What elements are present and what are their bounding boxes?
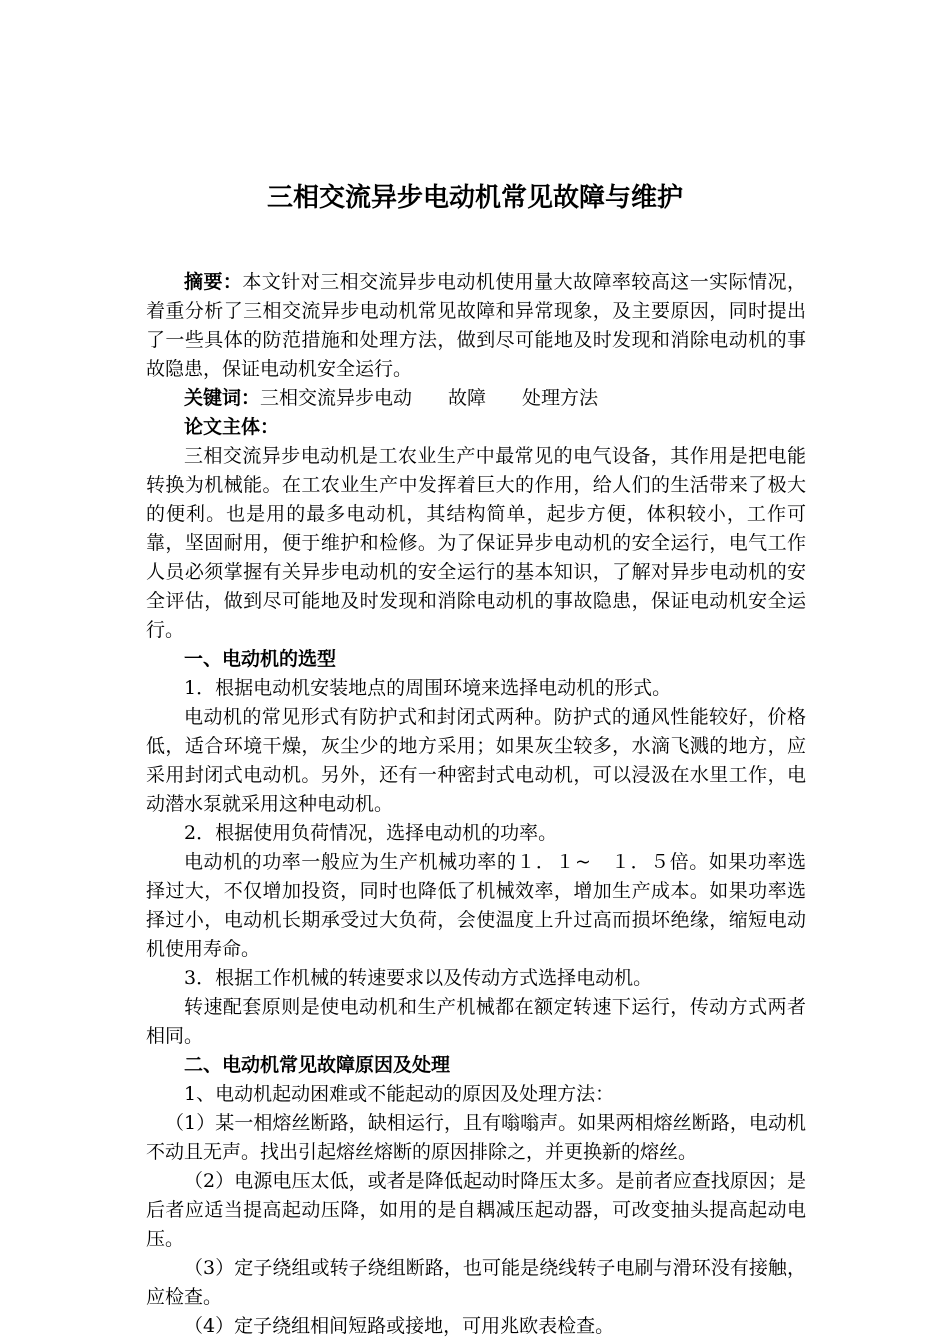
keywords-paragraph	[146, 384, 806, 413]
abstract-label: 摘要：	[184, 271, 243, 293]
document-body	[146, 268, 806, 1341]
abstract-text: 本文针对三相交流异步电动机使用量大故障率较高这一实际情况，着重分析了三相交流异步电动机常见故障和异常现象，及主要原因，同时提出了一些具体的防范措施和处理方法，做到尽可能地及时发现和消除电动机的事故隐患，保证电动机安全运行。	[146, 271, 806, 380]
section-paragraph: 电动机的功率一般应为生产机械功率的１．１~ １．５倍。如果功率选择过大，不仅增加投资，同时也降低了机械效率，增加生产成本。如果功率选择过小，电动机长期承受过大负荷，会使温度上升过高而损坏绝缘，缩短电动机使用寿命。	[146, 851, 806, 960]
section-heading: 二、电动机常见故障原因及处理	[184, 1054, 451, 1076]
keyword-item: 三相交流异步电动	[260, 387, 413, 409]
section-paragraph: 3．根据工作机械的转速要求以及传动方式选择电动机。	[184, 967, 653, 989]
abstract-paragraph	[146, 268, 806, 384]
section-paragraph: （2）电源电压太低，或者是降低起动时降压太多。是前者应查找原因；是后者应适当提高起动压降，如用的是自耦减压起动器，可改变抽头提高起动电压。	[146, 1170, 806, 1250]
document-title: 三相交流异步电动机常见故障与维护	[266, 183, 683, 213]
section-paragraph: 2．根据使用负荷情况，选择电动机的功率。	[184, 822, 558, 844]
section-paragraph: （1）某一相熔丝断路，缺相运行，且有嗡嗡声。如果两相熔丝断路，电动机不动且无声。找出引起熔丝熔断的原因排除之，并更换新的熔丝。	[146, 1112, 806, 1163]
section-paragraph: （3）定子绕组或转子绕组断路，也可能是绕线转子电刷与滑环没有接触，应检查。	[146, 1257, 806, 1308]
section-paragraph: 1．根据电动机安装地点的周围环境来选择电动机的形式。	[184, 677, 672, 699]
intro-paragraph: 三相交流异步电动机是工农业生产中最常见的电气设备，其作用是把电能转换为机械能。在工农业生产中发挥着巨大的作用，给人们的生活带来了极大的便利。也是用的最多电动机，其结构简单，起步方便，体积较小，工作可靠，坚固耐用，便于维护和检修。为了保证异步电动机的安全运行，电气工作人员必须掌握有关异步电动机的安全运行的基本知识，了解对异步电动机的安全评估，做到尽可能地及时发现和消除电动机的事故隐患，保证电动机安全运行。	[146, 445, 806, 641]
section-paragraph: 转速配套原则是使电动机和生产机械都在额定转速下运行，传动方式两者相同。	[146, 996, 806, 1047]
body-label: 论文主体：	[184, 416, 280, 438]
section-paragraph: 1、电动机起动困难或不能起动的原因及处理方法：	[184, 1083, 615, 1105]
section-heading: 一、电动机的选型	[184, 648, 337, 670]
keyword-item: 处理方法	[522, 387, 599, 409]
keywords-label: 关键词：	[184, 387, 261, 409]
section-paragraph: 电动机的常见形式有防护式和封闭式两种。防护式的通风性能较好，价格低，适合环境干燥，灰尘少的地方采用；如果灰尘较多，水滴飞溅的地方，应采用封闭式电动机。另外，还有一种密封式电动机，可以浸汲在水里工作，电动潜水泵就采用这种电动机。	[146, 706, 806, 815]
section-paragraph: （4）定子绕组相间短路或接地，可用兆欧表检查。	[184, 1315, 615, 1337]
keyword-item: 故障	[448, 387, 487, 409]
